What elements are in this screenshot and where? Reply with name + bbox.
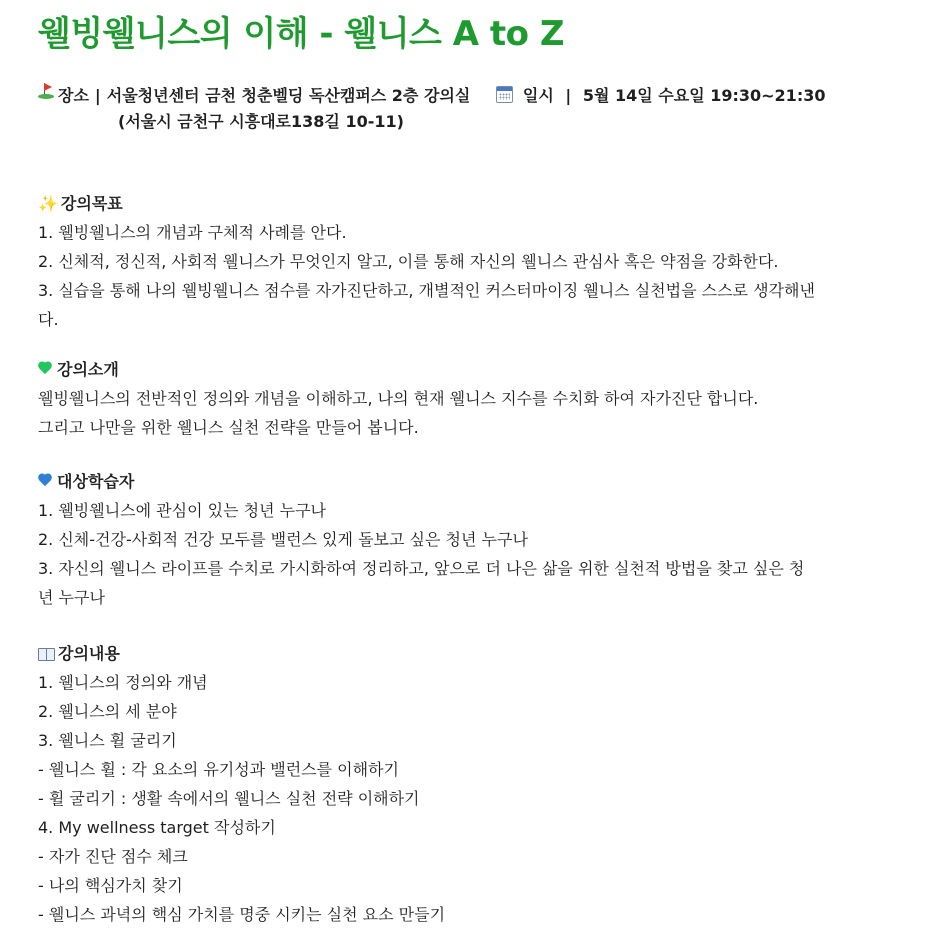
- paragraph-line: 그리고 나만을 위한 웰니스 실천 전략을 만들어 봅니다.: [38, 418, 419, 437]
- green-heart-icon: [38, 362, 52, 376]
- paragraph-line: 웰빙웰니스의 전반적인 정의와 개념을 이해하고, 나의 현재 웰니스 지수를 수치화 하여 자가진단 합니다.: [38, 389, 759, 408]
- page-title: 웰빙웰니스의 이해 - 웰니스 A to Z: [38, 14, 564, 54]
- list-item: 2. 신체-건강-사회적 건강 모두를 밸런스 있게 돌보고 싶은 청년 누구나: [38, 530, 528, 549]
- list-item: 3. 실습을 통해 나의 웰빙웰니스 점수를 자가진단하고, 개별적인 커스터마이징 웰니스 실천법을 스스로 생각해낸: [38, 281, 815, 300]
- section-intro: [38, 356, 918, 442]
- golf-flag-icon: [38, 83, 54, 99]
- list-item: 2. 신체적, 정신적, 사회적 웰니스가 무엇인지 알고, 이를 통해 자신의 웰니스 관심사 혹은 약점을 강화한다.: [38, 252, 779, 271]
- list-item: - 나의 핵심가치 찾기: [38, 876, 183, 895]
- separator: |: [94, 86, 101, 105]
- list-item: 3. 자신의 웰니스 라이프를 수치로 가시화하여 정리하고, 앞으로 더 나은 삶을 위한 실천적 방법을 찾고 싶은 청: [38, 559, 805, 578]
- open-book-icon: [38, 648, 54, 660]
- list-item: - 웰니스 휠 : 각 요소의 유기성과 밸런스를 이해하기: [38, 760, 399, 779]
- event-info: [38, 83, 825, 135]
- heading-text: 대상학습자: [57, 472, 135, 491]
- address: (서울시 금천구 시흥대로138길 10-11): [118, 112, 404, 131]
- heading-text: 강의소개: [57, 360, 119, 379]
- date-value: 5월 14일 수요일 19:30~21:30: [582, 86, 826, 105]
- blue-heart-icon: [38, 474, 52, 488]
- list-item: 1. 웰빙웰니스의 개념과 구체적 사례를 안다.: [38, 223, 347, 242]
- heading-text: 강의목표: [60, 194, 123, 213]
- list-item: 1. 웰빙웰니스에 관심이 있는 청년 누구나: [38, 501, 326, 520]
- section-heading: [38, 356, 918, 384]
- place-label: 장소: [58, 86, 89, 105]
- list-item: 다.: [38, 310, 59, 329]
- separator: |: [565, 86, 572, 105]
- date-block: [496, 83, 825, 109]
- heading-text: 강의내용: [58, 644, 120, 663]
- info-row: [38, 83, 825, 109]
- list-item: - 자가 진단 점수 체크: [38, 847, 188, 866]
- section-content: [38, 640, 918, 929]
- list-item: 3. 웰니스 휠 굴리기: [38, 731, 177, 750]
- section-goals: [38, 190, 918, 334]
- place-value: 서울청년센터 금천 청춘벨딩 독산캠퍼스 2층 강의실: [106, 86, 471, 105]
- section-heading: [38, 468, 918, 496]
- sparkles-icon: ✨: [38, 194, 58, 213]
- list-item: 4. My wellness target 작성하기: [38, 818, 276, 837]
- list-item: 2. 웰니스의 세 분야: [38, 702, 177, 721]
- date-label: 일시: [522, 86, 554, 105]
- section-heading: [38, 640, 918, 668]
- section-audience: [38, 468, 918, 612]
- list-item: - 웰니스 과녁의 핵심 가치를 명중 시키는 실천 요소 만들기: [38, 905, 446, 924]
- list-item: - 휠 굴리기 : 생활 속에서의 웰니스 실천 전략 이해하기: [38, 789, 420, 808]
- list-item: 년 누구나: [38, 588, 105, 607]
- section-heading: [38, 190, 918, 218]
- calendar-icon: [496, 86, 513, 103]
- list-item: 1. 웰니스의 정의와 개념: [38, 673, 208, 692]
